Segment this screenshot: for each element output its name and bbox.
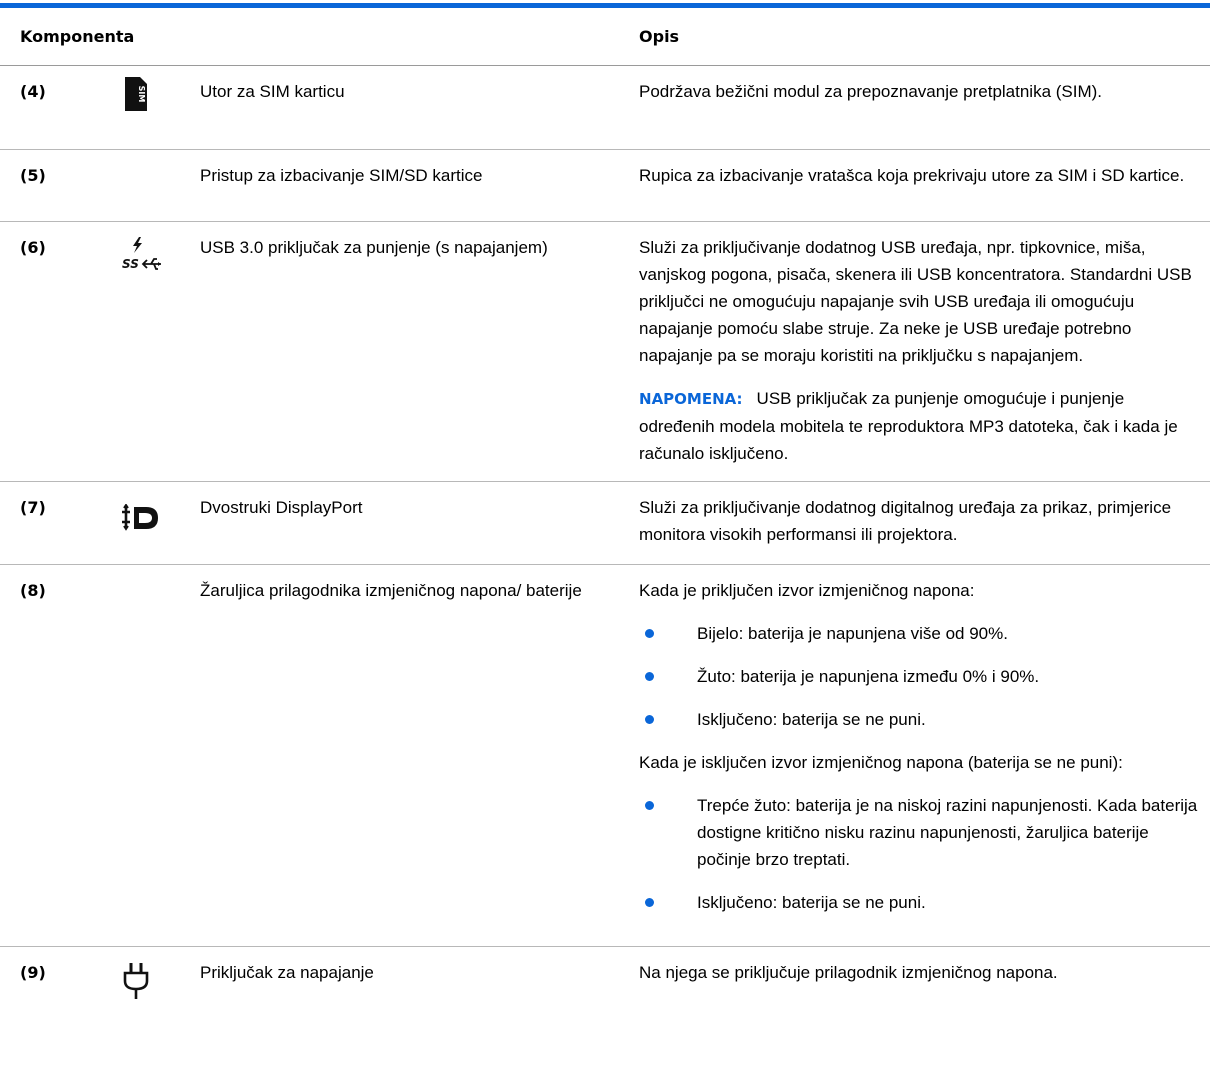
sim-card-icon (125, 77, 147, 111)
component-name: Žaruljica prilagodnika izmjeničnog napona/ baterije (200, 565, 639, 947)
component-name: USB 3.0 priključak za punjenje (s napajanjem) (200, 222, 639, 482)
bullet-list (639, 792, 1198, 916)
component-name: Dvostruki DisplayPort (200, 482, 639, 565)
icon-cell (88, 150, 200, 222)
list-item: Trepće žuto: baterija je na niskoj razini napunjenosti. Kada baterija dostigne kritično nisku razinu napunjenosti, žaruljica baterije počinje brzo treptati. (639, 792, 1198, 873)
note-label: NAPOMENA: (639, 390, 743, 408)
description-text: Služi za priključivanje dodatnog USB uređaja, npr. tipkovnice, miša, vanjskog pogona, pisača, skenera ili USB koncentratora. Standardni USB priključci ne omogućuju napajanje svih USB uređaja ili omogućuju napajanje pomoću slabe struje. Za neke je USB uređaje potrebno napajanje pa se moraju koristiti na priključku s napajanjem. (639, 238, 1192, 365)
description-text: Rupica za izbacivanje vratašca koja prekrivaju utore za SIM i SD kartice. (639, 166, 1185, 185)
component-name: Utor za SIM karticu (200, 66, 639, 150)
header-component: Komponenta (0, 8, 639, 66)
component-number: (6) (0, 222, 88, 482)
table-row (0, 66, 1210, 150)
description-text: Služi za priključivanje dodatnog digitalnog uređaja za prikaz, primjerice monitora visokih performansi ili projektora. (639, 498, 1172, 544)
note-paragraph (639, 385, 1198, 467)
icon-cell (88, 66, 200, 150)
component-number: (4) (0, 66, 88, 150)
component-description (639, 150, 1210, 222)
dual-displayport-icon (121, 504, 161, 532)
list-item: Bijelo: baterija je napunjena više od 90%. (639, 620, 1198, 647)
power-plug-icon (122, 961, 150, 1001)
table-row (0, 482, 1210, 565)
table-row (0, 150, 1210, 222)
usb-superspeed-charging-icon (121, 236, 163, 274)
list-item: Žuto: baterija je napunjena između 0% i 90%. (639, 663, 1198, 690)
component-number: (9) (20, 963, 46, 982)
icon-cell (88, 222, 200, 482)
table-row (0, 565, 1210, 947)
description-text: Podržava bežični modul za prepoznavanje pretplatnika (SIM). (639, 82, 1103, 101)
bullet-icon (645, 629, 654, 638)
icon-cell (88, 482, 200, 565)
component-number: (7) (0, 482, 88, 565)
svg-text:SIM: SIM (137, 85, 146, 103)
component-description (639, 66, 1210, 150)
component-number: (8) (0, 565, 88, 947)
list-item: Isključeno: baterija se ne puni. (639, 706, 1198, 733)
table-row (0, 947, 1210, 1018)
header-description: Opis (639, 8, 1210, 66)
svg-text:SS: SS (122, 257, 139, 271)
table-header-row (0, 8, 1210, 66)
bullet-icon (645, 672, 654, 681)
component-description (639, 947, 1210, 1018)
note-text: USB priključak za punjenje omogućuje i punjenje određenih modela mobitela te reproduktora MP3 datoteka, čak i kada je računalo isključeno. (639, 389, 1178, 463)
bullet-icon (645, 801, 654, 810)
description-intro: Kada je isključen izvor izmjeničnog napona (baterija se ne puni): (639, 753, 1123, 772)
bullet-list (639, 620, 1198, 733)
component-description (639, 565, 1210, 947)
component-number: (5) (0, 150, 88, 222)
icon-cell (88, 947, 200, 1018)
component-description (639, 482, 1210, 565)
list-item: Isključeno: baterija se ne puni. (639, 889, 1198, 916)
table-row (0, 222, 1210, 482)
description-text: Na njega se priključuje prilagodnik izmjeničnog napona. (639, 963, 1058, 982)
component-description (639, 222, 1210, 482)
component-table (0, 8, 1210, 1017)
bullet-icon (645, 898, 654, 907)
bullet-icon (645, 715, 654, 724)
description-intro: Kada je priključen izvor izmjeničnog napona: (639, 581, 975, 600)
component-name: Priključak za napajanje (200, 963, 374, 982)
component-name: Pristup za izbacivanje SIM/SD kartice (200, 150, 639, 222)
icon-cell (88, 565, 200, 947)
